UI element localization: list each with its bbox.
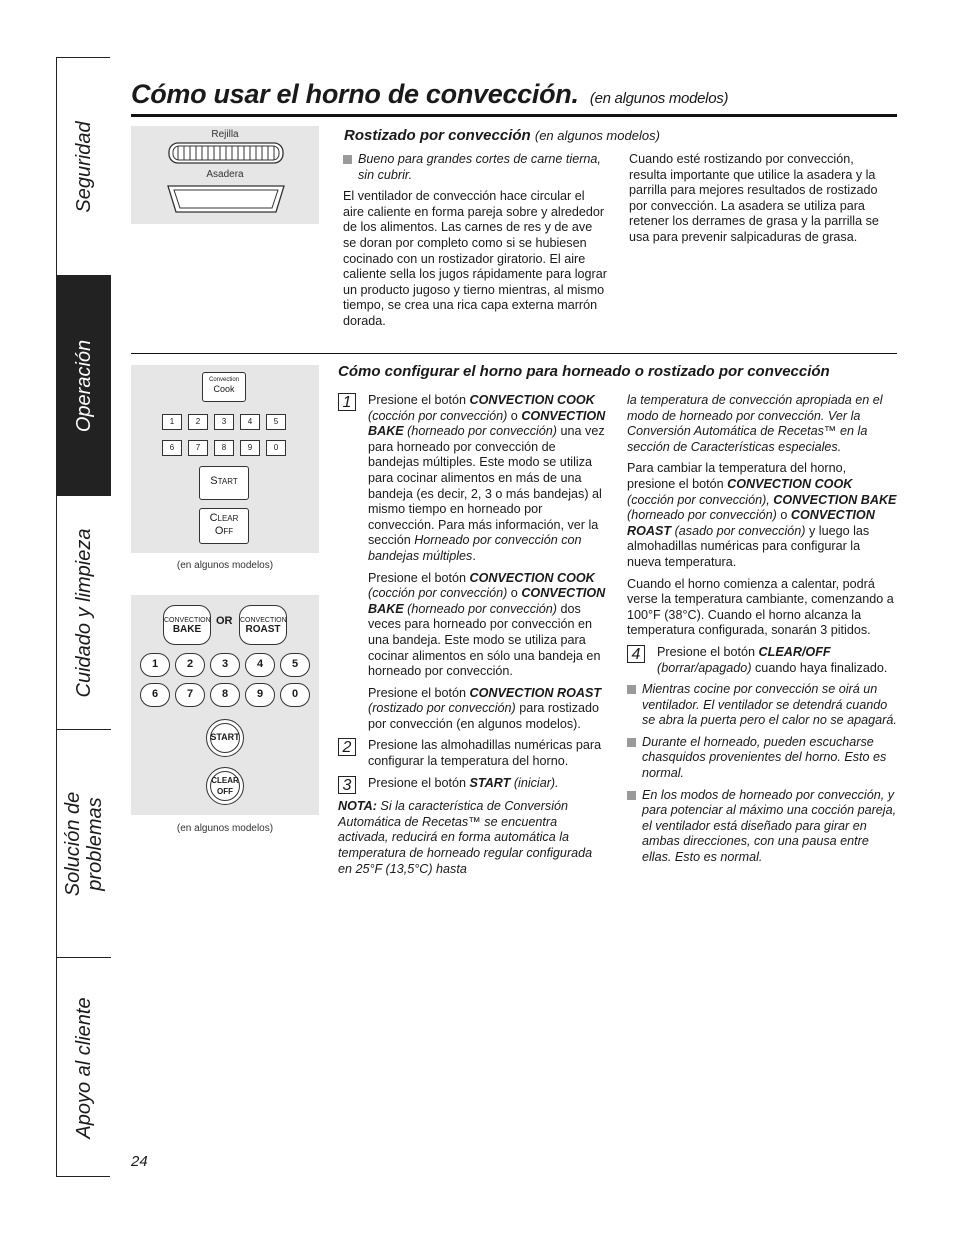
title-divider — [131, 114, 897, 117]
bullet-square-icon — [627, 685, 636, 694]
col2p2-f: (horneado por convección) — [627, 508, 777, 523]
bullet3-text: En los modos de horneado por convección, y para potenciar al máximo una cocción pareja, el ventilador está diseñado para girar en ambas direcciones, con una pausa entre ellas. Esto es normal. — [642, 787, 897, 865]
step-1 — [338, 393, 606, 565]
digit-key-6[interactable]: 6 — [162, 440, 182, 456]
step-3 — [338, 776, 606, 792]
bullet-square-icon — [343, 155, 352, 164]
round-clear-off-button[interactable] — [206, 767, 244, 805]
step1-text-g: una vez para horneado por convección de bandejas múltiples. Este modo se utiliza para cocinar alimentos en más de una bandeja (es decir, 2, 3 o más bandejas) al mismo tiempo en horneado por convección. Para más información, ver la sección — [368, 424, 605, 548]
pan-label: Asadera — [206, 169, 244, 180]
step-1-number: 1 — [338, 393, 356, 411]
digit-key-9[interactable]: 9 — [240, 440, 260, 456]
rack-pan-figure — [131, 126, 319, 224]
digit-key-0[interactable]: 0 — [266, 440, 286, 456]
note — [338, 799, 606, 877]
digit-key-4[interactable]: 4 — [240, 414, 260, 430]
step1-text-b: CONVECTION COOK — [469, 393, 595, 407]
col2p2-h: CONVECTION ROAST — [627, 508, 875, 538]
step1-text-a: Presione el botón — [368, 393, 470, 407]
p2-text-f: (horneado por convección) — [403, 601, 558, 616]
step-3-number: 3 — [338, 776, 356, 794]
tab-apoyo-al-cliente[interactable] — [57, 958, 111, 1178]
tab-operacion[interactable] — [57, 276, 111, 496]
roasting-para1: El ventilador de convección hace circular el aire caliente en forma pareja sobre y alrededor de los alimentos. Las carnes de res y de ave se doran por completo como si se hubiesen cocinado con un rostizador giratorio. El aire caliente sella los jugos rápidamente para lograr un producto jugoso y tierno mientras, al mismo tiempo, se crea una rica capa externa marrón dorada. — [343, 189, 607, 328]
tab-cuidado-label: Cuidado y limpieza — [73, 528, 95, 697]
tab-seguridad-label: Seguridad — [73, 120, 95, 213]
col2p2-e: CONVECTION BAKE — [773, 492, 897, 507]
tab-solucion-line1: Solución de — [62, 791, 84, 896]
page-title — [131, 79, 728, 110]
step-4-number: 4 — [627, 645, 645, 663]
bullet2-text: Durante el horneado, pueden escucharse chasquidos provenientes del horno. Esto es normal. — [642, 734, 887, 781]
step4-text-c: (borrar/apagado) — [657, 660, 752, 675]
keypad1-caption: (en algunos modelos) — [176, 560, 274, 571]
note-label: NOTA: — [338, 799, 377, 814]
round-clear-label — [207, 775, 243, 797]
round-digit-key-6[interactable]: 6 — [140, 683, 170, 707]
step1-text-h: Horneado por convección con bandejas múltiples — [368, 533, 582, 563]
p2-text-e: CONVECTION BAKE — [368, 586, 606, 616]
step1-text-c: (cocción por convección) — [368, 408, 508, 423]
p3-text-c: (rostizado por convección) — [368, 701, 516, 716]
keypad-figure-1 — [131, 365, 319, 553]
note-text: Si la característica de Conversión Automática de Recetas™ se encuentra activada, reducirá en forma automática la temperatura de horneado regular configurada en 25°F (13,5°C) hasta — [338, 799, 593, 876]
step1-text-f: (horneado por convección) — [403, 424, 558, 439]
step4-text-d: cuando haya finalizado. — [751, 660, 888, 675]
roasting-heading-sub: (en algunos modelos) — [534, 128, 660, 143]
digit-key-7[interactable]: 7 — [188, 440, 208, 456]
fan-direction-bullet — [627, 788, 897, 866]
page-number: 24 — [131, 1153, 148, 1170]
round-clear-l2: OFF — [217, 787, 233, 796]
step1-text-i: . — [472, 548, 476, 563]
round-digit-key-3[interactable]: 3 — [210, 653, 240, 677]
step1-text-d: o — [507, 408, 522, 423]
round-digit-key-4[interactable]: 4 — [245, 653, 275, 677]
p2-text-a: Presione el botón — [368, 570, 470, 585]
page-title-main: Cómo usar el horno de convección. — [131, 79, 579, 109]
p2-text-d: o — [507, 586, 522, 601]
step3-text-a: Presione el botón — [368, 775, 470, 790]
col2p2-j: y luego las almohadillas numéricas para configurar la nueva temperatura. — [627, 523, 870, 569]
roasting-heading-main: Rostizado por convección — [344, 127, 531, 144]
convection-cook-button[interactable] — [202, 372, 246, 402]
round-digit-key-0[interactable]: 0 — [280, 683, 310, 707]
or-label: OR — [216, 615, 233, 627]
convection-roast-button[interactable] — [239, 605, 287, 645]
rack-icon — [168, 142, 284, 164]
p2-text-b: CONVECTION COOK — [469, 570, 595, 585]
conv-cook-l1: Convection — [208, 377, 240, 383]
start-button[interactable]: Start — [199, 466, 249, 500]
p2-text-g: dos veces para horneado por convección en una bandeja. Este modo se utiliza para cocinar alimentos en sólo una bandeja en horneado por convección. — [368, 601, 601, 679]
col2p2-a: Para cambiar la temperatura del horno, presione el botón — [627, 461, 847, 491]
round-digit-key-9[interactable]: 9 — [245, 683, 275, 707]
bullet-square-icon — [627, 738, 636, 747]
roasting-heading — [344, 127, 660, 144]
digit-key-2[interactable]: 2 — [188, 414, 208, 430]
tab-solucion-de-problemas[interactable] — [57, 730, 111, 958]
rack-label: Rejilla — [211, 129, 239, 140]
broiler-pan-icon — [164, 182, 288, 216]
bullet-square-icon — [627, 791, 636, 800]
round-digit-key-2[interactable]: 2 — [175, 653, 205, 677]
setup-col1 — [338, 393, 606, 883]
p3-text-d: para rostizado por convección (en algunos modelos). — [368, 701, 600, 731]
col2p2-c: (cocción por convección), — [627, 492, 770, 507]
col2-para3: Cuando el horno comienza a calentar, podrá verse la temperatura cambiante, comenzando a 100°F (38°C). Cuando el horno alcanza la temperatura configurada, sonarán 3 pitidos. — [627, 576, 894, 638]
tab-solucion-line2: problemas — [84, 796, 106, 891]
step4-text-a: Presione el botón — [657, 644, 759, 659]
round-digit-key-5[interactable]: 5 — [280, 653, 310, 677]
setup-heading: Cómo configurar el horno para horneado o rostizado por convección — [338, 363, 830, 380]
roasting-col2 — [629, 152, 887, 252]
col2-para2 — [627, 461, 897, 570]
keypad-figure-2 — [131, 595, 319, 815]
step3-text-c: (iniciar). — [510, 775, 559, 790]
digit-key-3[interactable]: 3 — [214, 414, 234, 430]
p3-text-b: CONVECTION ROAST — [469, 685, 602, 700]
clear-l1: Clear — [209, 512, 239, 524]
clicking-bullet — [627, 735, 897, 782]
fan-bullet — [627, 682, 897, 729]
section-divider — [131, 353, 897, 354]
keypad2-caption: (en algunos modelos) — [176, 823, 274, 834]
round-digit-key-1[interactable]: 1 — [140, 653, 170, 677]
sidebar-tabs — [56, 57, 110, 1177]
step3-text-b: START — [469, 775, 511, 790]
p2-text-c: (cocción por convección) — [368, 586, 508, 601]
tab-cuidado-y-limpieza[interactable] — [57, 496, 111, 730]
convection-bake-button[interactable] — [163, 605, 211, 645]
conv-roast-l2: ROAST — [245, 624, 281, 635]
step-1-sub-3 — [338, 686, 606, 733]
setup-col2 — [627, 393, 897, 872]
clear-l2: Off — [214, 525, 234, 537]
step1-text-e: CONVECTION BAKE — [368, 408, 606, 439]
conv-bake-l2: BAKE — [172, 624, 202, 635]
digit-key-1[interactable]: 1 — [162, 414, 182, 430]
round-digit-key-7[interactable]: 7 — [175, 683, 205, 707]
roasting-para2: Cuando esté rostizando por convección, resulta importante que utilice la asadera y la parrilla para mejores resultados de rostizado por convección. La asadera se utiliza para retener los derrames de grasa y la parrilla se usa para prevenir salpicaduras de grasa. — [629, 152, 879, 244]
round-start-button[interactable] — [206, 719, 244, 757]
round-digit-key-8[interactable]: 8 — [210, 683, 240, 707]
step-4 — [627, 645, 897, 676]
tab-seguridad[interactable] — [57, 58, 111, 276]
tab-apoyo-label: Apoyo al cliente — [73, 997, 95, 1139]
p3-text-a: Presione el botón — [368, 685, 470, 700]
round-clear-l1: CLEAR — [211, 776, 239, 785]
bullet1-text: Mientras cocine por convección se oirá un ventilador. El ventilador se detendrá cuando se abra la puerta pero el calor no se apagará. — [642, 682, 897, 728]
step2-text: Presione las almohadillas numéricas para configurar la temperatura del horno. — [368, 738, 602, 769]
col2p2-b: CONVECTION COOK — [727, 476, 853, 491]
digit-key-5[interactable]: 5 — [266, 414, 286, 430]
round-start-label: START — [210, 732, 240, 742]
step-2-number: 2 — [338, 738, 356, 756]
conv-cook-l2: Cook — [213, 384, 235, 394]
roasting-bullet-text: Bueno para grandes cortes de carne tierna, sin cubrir. — [358, 152, 601, 182]
conv-roast-l1: CONVECTION — [240, 617, 287, 624]
page-title-sub: (en algunos modelos) — [589, 90, 729, 107]
clear-off-button[interactable] — [199, 508, 249, 544]
col2-para1: la temperatura de convección apropiada en el modo de horneado por convección. Ver la Conversión Automática de Recetas™ en la sección de Características especiales. — [627, 393, 883, 454]
step4-text-b: CLEAR/OFF — [758, 644, 831, 659]
digit-key-8[interactable]: 8 — [214, 440, 234, 456]
roasting-col1 — [343, 152, 607, 336]
step-1-sub-2 — [338, 571, 606, 680]
col2p2-g: o — [776, 508, 791, 523]
col2p2-i: (asado por convección) — [671, 523, 806, 538]
conv-bake-l1: CONVECTION — [164, 617, 211, 624]
roasting-bullet — [343, 152, 607, 183]
tab-solucion-label — [62, 791, 106, 896]
step-2 — [338, 738, 606, 769]
tab-operacion-label: Operación — [73, 339, 95, 432]
